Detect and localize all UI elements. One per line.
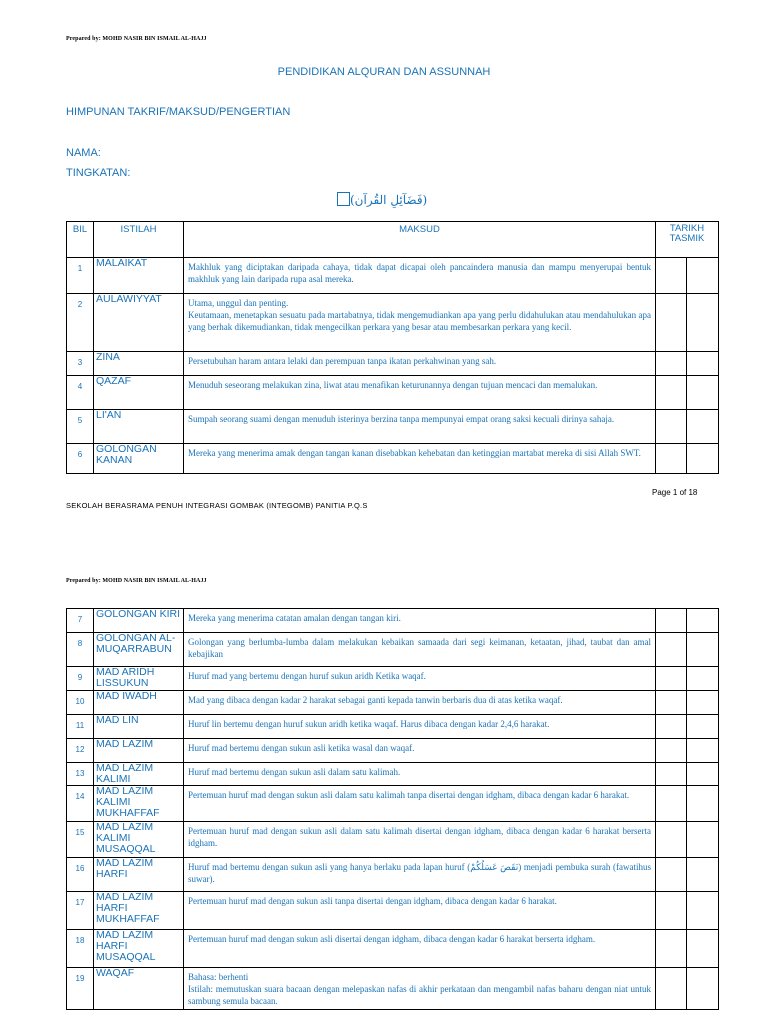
page-number: Page 1 of 18: [652, 488, 698, 497]
table-row: [67, 352, 719, 376]
row-maksud: Mereka yang menerima catatan amalan dengan tangan kiri.: [184, 609, 656, 633]
row-maksud: Huruf mad bertemu dengan sukun asli yang hanya berlaku pada lapan huruf (نَقَصَ عَسَلُكُمْ) menjadi pembuka surah (fawatihus suwar).: [184, 858, 656, 892]
row-istilah: LI'AN: [94, 410, 184, 444]
row-bil: 7: [67, 609, 94, 633]
row-istilah: MAD LAZIM KALIMI: [94, 763, 184, 786]
tarikh-cell-2: [687, 822, 719, 858]
row-istilah: ZINA: [94, 352, 184, 376]
row-bil: 18: [67, 930, 94, 968]
tarikh-cell-1: [656, 892, 687, 930]
tarikh-cell-1: [656, 691, 687, 715]
row-bil: 15: [67, 822, 94, 858]
tarikh-cell-1: [656, 667, 687, 691]
row-maksud: Pertemuan huruf mad dengan sukun asli tanpa disertai dengan idgham, dibaca dengan kadar 6 harakat.: [184, 892, 656, 930]
tarikh-cell-1: [656, 376, 687, 410]
header-tarikh-label: TARIKH TASMIK: [669, 223, 705, 244]
row-istilah: MAD LIN: [94, 715, 184, 739]
tarikh-cell-2: [687, 294, 719, 352]
row-bil: 5: [67, 410, 94, 444]
table-row: [67, 258, 719, 294]
tarikh-cell-1: [656, 822, 687, 858]
terms-table-page1: [66, 221, 719, 474]
tarikh-cell-1: [656, 763, 687, 786]
row-maksud: Pertemuan huruf mad dengan sukun asli dalam satu kalimah disertai dengan idgham, dibaca dengan kadar 6 harakat berserta idgham.: [184, 822, 656, 858]
row-bil: 19: [67, 968, 94, 1010]
row-maksud: Menuduh seseorang melakukan zina, liwat atau menafikan keturunannya dengan tujuan mencaci dan memalukan.: [184, 376, 656, 410]
tarikh-cell-2: [687, 715, 719, 739]
tarikh-cell-2: [687, 376, 719, 410]
arabic-heading: [336, 192, 427, 207]
table-row: [67, 739, 719, 763]
prepared-by-page1: Prepared by: MOHD NASIR BIN ISMAIL AL-HAJJ: [66, 36, 207, 42]
table-row: [67, 968, 719, 1010]
row-istilah: GOLONGAN KIRI: [94, 609, 184, 633]
tarikh-cell-2: [687, 786, 719, 822]
table-row: [67, 376, 719, 410]
document-title: PENDIDIKAN ALQURAN DAN ASSUNNAH: [277, 66, 491, 78]
row-istilah: MAD IWADH: [94, 691, 184, 715]
table-row: [67, 633, 719, 667]
table-row: [67, 786, 719, 822]
row-maksud: Utama, unggul dan penting. Keutamaan, menetapkan sesuatu pada martabatnya, tidak mengemudiankan apa yang perlu didahulukan atau mendahulukan apa yang berhak dikemudiankan, tidak mengecilkan perkara yang besar atau membesarkan perkara yang kecil.: [184, 294, 656, 352]
tarikh-cell-2: [687, 739, 719, 763]
row-bil: 13: [67, 763, 94, 786]
nama-label: NAMA:: [66, 147, 101, 159]
row-bil: 11: [67, 715, 94, 739]
tarikh-cell-2: [687, 352, 719, 376]
tarikh-cell-2: [687, 858, 719, 892]
prepared-by-page2: Prepared by: MOHD NASIR BIN ISMAIL AL-HAJJ: [66, 578, 207, 584]
row-maksud: Mereka yang menerima amak dengan tangan kanan disebabkan kehebatan dan ketinggian martabat mereka di sisi Allah SWT.: [184, 444, 656, 474]
row-maksud: Huruf mad yang bertemu dengan huruf sukun aridh Ketika waqaf.: [184, 667, 656, 691]
table-row: [67, 410, 719, 444]
tarikh-cell-1: [656, 633, 687, 667]
row-maksud: Huruf mad bertemu dengan sukun asli ketika wasal dan waqaf.: [184, 739, 656, 763]
row-bil: 12: [67, 739, 94, 763]
row-maksud: Golongan yang berlumba-lumba dalam melakukan kebaikan samaada dari segi keimanan, ketaatan, jihad, taubat dan amal kebajikan: [184, 633, 656, 667]
header-istilah: ISTILAH: [94, 222, 184, 258]
row-bil: 3: [67, 352, 94, 376]
row-istilah: QAZAF: [94, 376, 184, 410]
tarikh-cell-1: [656, 609, 687, 633]
row-bil: 17: [67, 892, 94, 930]
table-row: [67, 294, 719, 352]
tarikh-cell-1: [656, 294, 687, 352]
tarikh-cell-1: [656, 715, 687, 739]
tarikh-cell-2: [687, 892, 719, 930]
row-istilah: GOLONGAN AL-MUQARRABUN: [94, 633, 184, 667]
tarikh-cell-1: [656, 258, 687, 294]
row-bil: 10: [67, 691, 94, 715]
tarikh-cell-2: [687, 444, 719, 474]
row-maksud: Mad yang dibaca dengan kadar 2 harakat sebagai ganti kepada tanwin berbaris dua di atas ketika waqaf.: [184, 691, 656, 715]
tingkatan-label: TINGKATAN:: [66, 167, 131, 179]
tarikh-cell-2: [687, 258, 719, 294]
table-row: [67, 858, 719, 892]
table-row: [67, 892, 719, 930]
row-istilah: MAD LAZIM HARFI MUKHAFFAF: [94, 892, 184, 930]
row-bil: 9: [67, 667, 94, 691]
row-istilah: MAD LAZIM HARFI: [94, 858, 184, 892]
document-subtitle: HIMPUNAN TAKRIF/MAKSUD/PENGERTIAN: [66, 106, 291, 118]
header-bil: BIL: [67, 222, 94, 258]
row-bil: 8: [67, 633, 94, 667]
tarikh-cell-2: [687, 410, 719, 444]
row-maksud: Huruf mad bertemu dengan sukun asli dalam satu kalimah.: [184, 763, 656, 786]
row-bil: 2: [67, 294, 94, 352]
tarikh-cell-1: [656, 786, 687, 822]
row-istilah: WAQAF: [94, 968, 184, 1010]
row-istilah: GOLONGAN KANAN: [94, 444, 184, 474]
row-istilah: MAD ARIDH LISSUKUN: [94, 667, 184, 691]
row-bil: 16: [67, 858, 94, 892]
table-row: [67, 822, 719, 858]
tarikh-cell-1: [656, 739, 687, 763]
row-bil: 1: [67, 258, 94, 294]
tarikh-cell-2: [687, 633, 719, 667]
tarikh-cell-1: [656, 410, 687, 444]
arabic-heading-text: (فَضَآئِلِ القُرآن): [350, 193, 428, 207]
row-istilah: MALAIKAT: [94, 258, 184, 294]
tarikh-cell-1: [656, 352, 687, 376]
row-istilah: MAD LAZIM HARFI MUSAQQAL: [94, 930, 184, 968]
row-maksud: Bahasa: berhenti Istilah: memutuskan suara bacaan dengan melepaskan nafas di akhir perkataan dan mengambil nafas baharu dengan niat untuk sambung semula bacaan.: [184, 968, 656, 1010]
table-row: [67, 444, 719, 474]
row-maksud: Sumpah seorang suami dengan menuduh isterinya berzina tanpa mempunyai empat orang saksi kecuali dirinya sahaja.: [184, 410, 656, 444]
checkbox-glyph-icon: [337, 192, 350, 206]
tarikh-cell-1: [656, 444, 687, 474]
tarikh-cell-1: [656, 968, 687, 1010]
row-maksud: Huruf lin bertemu dengan huruf sukun aridh ketika waqaf. Harus dibaca dengan kadar 2,4,6 harakat.: [184, 715, 656, 739]
row-istilah: MAD LAZIM: [94, 739, 184, 763]
row-maksud: Pertemuan huruf mad dengan sukun asli disertai dengan idgham, dibaca dengan kadar 6 harakat berserta idgham.: [184, 930, 656, 968]
tarikh-cell-2: [687, 691, 719, 715]
table-header-row: [67, 222, 719, 258]
row-maksud: Pertemuan huruf mad dengan sukun asli dalam satu kalimah tanpa disertai dengan idgham, dibaca dengan kadar 6 harakat.: [184, 786, 656, 822]
header-tarikh-tasmik: [656, 222, 719, 258]
row-istilah: MAD LAZIM KALIMI MUKHAFFAF: [94, 786, 184, 822]
school-footer: SEKOLAH BERASRAMA PENUH INTEGRASI GOMBAK (INTEGOMB) PANITIA P.Q.S: [66, 501, 368, 510]
tarikh-cell-2: [687, 763, 719, 786]
row-bil: 14: [67, 786, 94, 822]
tarikh-cell-2: [687, 667, 719, 691]
table-row: [67, 715, 719, 739]
tarikh-cell-2: [687, 968, 719, 1010]
table-row: [67, 930, 719, 968]
row-maksud: Makhluk yang diciptakan daripada cahaya, tidak dapat dicapai oleh pancaindera manusia dan mampu menyerupai bentuk makhluk yang lain daripada rupa asal mereka.: [184, 258, 656, 294]
row-bil: 4: [67, 376, 94, 410]
header-maksud: MAKSUD: [184, 222, 656, 258]
row-istilah: AULAWIYYAT: [94, 294, 184, 352]
tarikh-cell-1: [656, 930, 687, 968]
table-row: [67, 609, 719, 633]
table-row: [67, 691, 719, 715]
table-row: [67, 763, 719, 786]
row-bil: 6: [67, 444, 94, 474]
terms-table-page2: [66, 608, 719, 1010]
row-maksud: Persetubuhan haram antara lelaki dan perempuan tanpa ikatan perkahwinan yang sah.: [184, 352, 656, 376]
tarikh-cell-2: [687, 609, 719, 633]
tarikh-cell-2: [687, 930, 719, 968]
tarikh-cell-1: [656, 858, 687, 892]
table-row: [67, 667, 719, 691]
row-istilah: MAD LAZIM KALIMI MUSAQQAL: [94, 822, 184, 858]
